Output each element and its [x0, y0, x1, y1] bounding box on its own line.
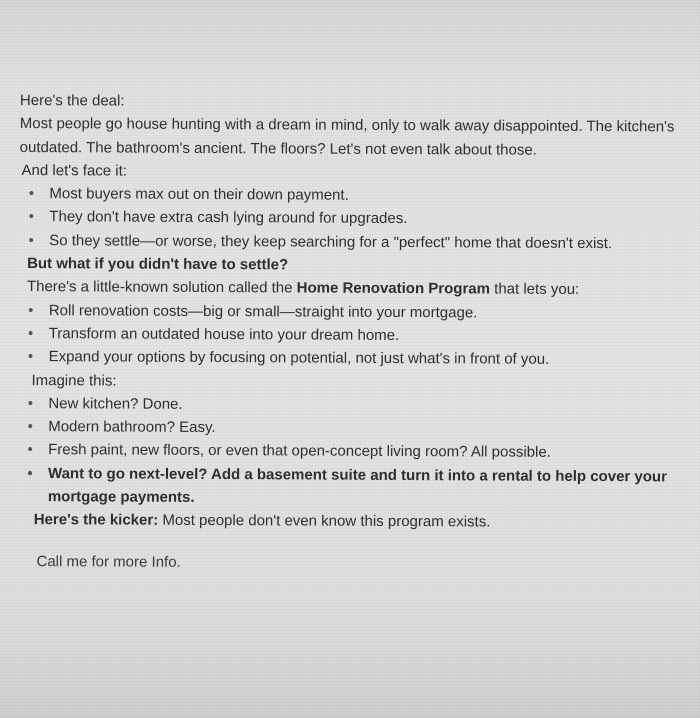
- imagine-lead: Imagine this:: [31, 371, 117, 390]
- benefits-list: [19, 299, 684, 372]
- bullet-icon: •: [27, 464, 33, 482]
- list-item: • Expand your options by focusing on potential, not just what's in front of you.: [19, 345, 684, 372]
- bullet-icon: •: [28, 301, 34, 319]
- intro-heading: Here's the deal:: [19, 91, 125, 110]
- problems-list: [19, 182, 684, 255]
- bullet-icon: •: [27, 441, 33, 459]
- bullet-icon: •: [28, 325, 34, 343]
- kicker-line: Here's the kicker: Most people don't even know this program exists.: [33, 511, 491, 531]
- program-name: Home Renovation Program: [296, 279, 491, 298]
- kicker-label: Here's the kicker:: [33, 511, 159, 530]
- list-item: • New kitchen? Done.: [18, 392, 683, 419]
- solution-line: There's a little-known solution called the Home Renovation Program that lets you:: [26, 278, 580, 299]
- list-item: • Modern bathroom? Easy.: [18, 415, 683, 442]
- list-item: • They don't have extra cash lying around for upgrades.: [19, 205, 684, 232]
- list-item: • Transform an outdated house into your dream home.: [19, 322, 684, 349]
- list-item: • Fresh paint, new floors, or even that open-concept living room? All possible.: [18, 438, 683, 465]
- list-item: • So they settle—or worse, they keep searching for a "perfect" home that doesn't exist.: [19, 229, 684, 256]
- bullet-icon: •: [27, 348, 34, 366]
- bullet-icon: •: [28, 185, 35, 203]
- post-text: [17, 89, 685, 576]
- bullet-icon: •: [27, 418, 33, 436]
- intro-paragraph: Most people go house hunting with a dream in mind, only to walk away disappointed. The kitchen's outdated. The bathroom's ancient. The floors? Let's not even talk about those.: [19, 115, 675, 159]
- bullet-icon: •: [28, 208, 34, 226]
- list-item: • Most buyers max out on their down payment.: [19, 182, 684, 209]
- intro-lead: And let's face it:: [21, 161, 128, 180]
- cta-text: Call me for more Info.: [36, 552, 181, 571]
- bullet-icon: •: [28, 231, 34, 249]
- question-heading: But what if you didn't have to settle?: [27, 255, 289, 274]
- list-item: • Roll renovation costs—big or small—straight into your mortgage.: [19, 299, 684, 326]
- list-item: • Want to go next-level? Add a basement suite and turn it into a rental to help cover your mortgage payments.: [18, 462, 683, 512]
- imagine-list: [18, 392, 684, 512]
- bullet-icon: •: [27, 394, 34, 412]
